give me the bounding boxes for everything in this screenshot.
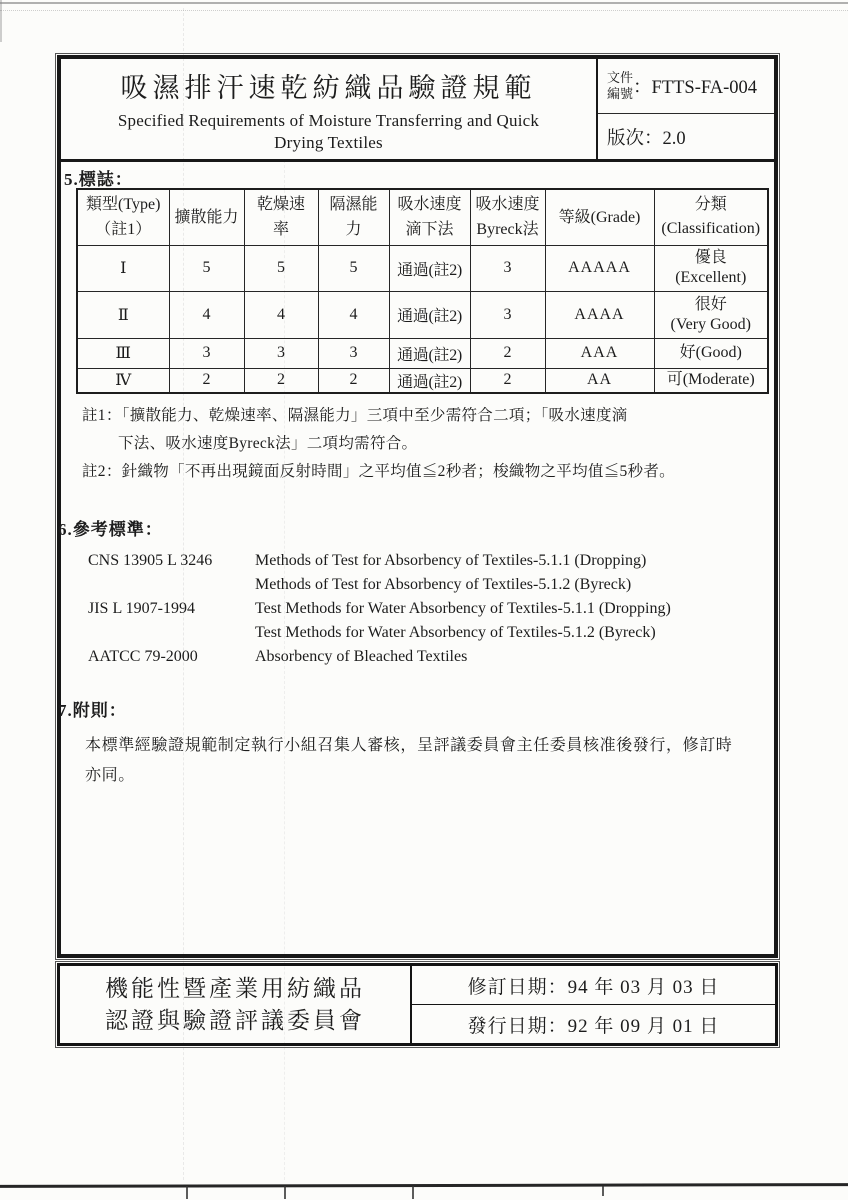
document-title-en-line: Drying Textiles: [274, 133, 383, 152]
scan-artifact-dotted-line: [0, 10, 848, 11]
document-title-en: [118, 110, 539, 154]
document-number-label-line: 文件: [607, 70, 634, 85]
reference-description: Methods of Test for Absorbency of Textiles-5.1.2 (Byreck): [255, 576, 632, 593]
section5-heading: 5.標誌：: [64, 170, 133, 189]
col-header-classification: 分類 (Classification): [654, 189, 768, 245]
revised-date: 修訂日期：94 年 03 月 03 日: [412, 966, 775, 1005]
cell-classification: 優良 (Excellent): [654, 245, 768, 291]
section7-body-line: 亦同。: [85, 767, 135, 784]
note-1-line-2: 下法、吸水速度Byreck法」二項均需符合。: [118, 435, 418, 452]
cell-grade: AA: [545, 368, 654, 393]
table-row-type-4: [77, 368, 768, 393]
document-number-value: [633, 73, 757, 99]
cell-byreck: 3: [470, 291, 545, 338]
cell-grade: AAAA: [545, 291, 654, 338]
cell-classification: 可(Moderate): [654, 368, 768, 393]
col-header-type: 類型(Type) （註1）: [77, 189, 169, 245]
table-row-type-2: [77, 291, 768, 338]
document-number-row: [598, 59, 774, 114]
cell-grade: AAAAA: [545, 245, 654, 291]
cell-grade: AAA: [545, 338, 654, 368]
cell-drying: 5: [244, 245, 318, 291]
document-header: [61, 59, 774, 162]
document-title-en-line: Specified Requirements of Moisture Transferring and Quick: [117, 111, 540, 130]
scan-artifact-bottom-edge: [0, 1183, 848, 1188]
cell-type: Ⅲ: [77, 338, 169, 368]
section7-body-line: 本標準經驗證規範制定執行小組召集人審核，呈評議委員會主任委員核准後發行，修訂時: [85, 737, 733, 754]
scan-artifact-tick: [284, 1186, 286, 1199]
col-header-spreading: 擴散能力: [169, 189, 244, 245]
reference-line: [88, 645, 671, 669]
cell-dropping: 通過(註2): [389, 368, 470, 393]
cell-classification: 很好 (Very Good): [654, 291, 768, 338]
table-header-row: [77, 189, 768, 245]
scan-artifact-tick: [186, 1186, 188, 1199]
committee-name-cell: [60, 966, 410, 1043]
document-number-label-line: 編號: [607, 86, 634, 101]
cell-byreck: 3: [470, 245, 545, 291]
cell-classification: 好(Good): [654, 338, 768, 368]
colon: ：: [633, 78, 652, 98]
col-header-byreck: 吸水速度 Byreck法: [470, 189, 545, 245]
cell-dropping: 通過(註2): [389, 245, 470, 291]
reference-line: [88, 621, 671, 645]
issued-date: 發行日期：92 年 09 月 01 日: [467, 1015, 720, 1037]
scan-artifact-tick: [602, 1186, 604, 1196]
cell-spreading: 2: [169, 368, 244, 393]
cell-dropping: 通過(註2): [389, 338, 470, 368]
cell-type: Ⅱ: [77, 291, 169, 338]
cell-barrier: 3: [318, 338, 389, 368]
document-number-label: [607, 70, 633, 102]
table-row-type-1: [77, 245, 768, 291]
document-number: FTTS-FA-004: [651, 78, 758, 98]
header-title-cell: [61, 59, 596, 159]
col-header-dropping: 吸水速度 滴下法: [389, 189, 470, 245]
reference-code: AATCC 79-2000: [88, 648, 198, 665]
reference-description: Test Methods for Water Absorbency of Textiles-5.1.1 (Dropping): [255, 600, 671, 617]
cell-barrier: 5: [318, 245, 389, 291]
reference-code: CNS 13905 L 3246: [88, 552, 213, 569]
dates-cell: [410, 966, 775, 1043]
reference-line: [88, 573, 671, 597]
cell-drying: 3: [244, 338, 318, 368]
reference-description: Methods of Test for Absorbency of Textiles-5.1.1 (Dropping): [255, 552, 647, 569]
col-header-barrier: 隔濕能 力: [318, 189, 389, 245]
scan-artifact-top-edge: [0, 2, 848, 4]
reference-description: Absorbency of Bleached Textiles: [255, 648, 468, 665]
cell-drying: 4: [244, 291, 318, 338]
cell-barrier: 2: [318, 368, 389, 393]
committee-name-line: 認證與驗證評議委員會: [105, 1007, 365, 1033]
version-row: 版次：2.0: [607, 128, 686, 149]
document-title-zh: 吸濕排汗速乾紡織品驗證規範: [120, 73, 537, 103]
cell-type: Ⅳ: [77, 368, 169, 393]
cell-dropping: 通過(註2): [389, 291, 470, 338]
cell-spreading: 4: [169, 291, 244, 338]
cell-byreck: 2: [470, 338, 545, 368]
header-meta-cell: [596, 59, 774, 159]
cell-spreading: 5: [169, 245, 244, 291]
table-row-type-3: [77, 338, 768, 368]
reference-code: JIS L 1907-1994: [88, 600, 195, 617]
section7-heading: 7.附則：: [58, 701, 127, 720]
cell-spreading: 3: [169, 338, 244, 368]
grading-table: [76, 188, 769, 394]
scan-artifact-page-edge: [0, 0, 2, 42]
committee-name-line: 機能性暨產業用紡織品: [105, 975, 365, 1001]
reference-line: [88, 549, 671, 573]
col-header-grade: 等級(Grade): [545, 189, 654, 245]
cell-type: Ⅰ: [77, 245, 169, 291]
cell-barrier: 4: [318, 291, 389, 338]
section7-body: [85, 731, 732, 791]
col-header-drying: 乾燥速 率: [244, 189, 318, 245]
scan-artifact-tick: [412, 1186, 414, 1199]
reference-line: [88, 597, 671, 621]
section6-heading: 6.參考標準：: [58, 520, 163, 539]
note-2: 註2：針織物「不再出現鏡面反射時間」之平均值≦2秒者；梭織物之平均值≦5秒者。: [82, 463, 675, 480]
footer-box: [57, 963, 778, 1046]
reference-description: Test Methods for Water Absorbency of Textiles-5.1.2 (Byreck): [255, 624, 656, 641]
reference-standards-list: [88, 549, 671, 669]
cell-drying: 2: [244, 368, 318, 393]
note-1-line-1: 註1：「擴散能力、乾燥速率、隔濕能力」三項中至少需符合二項；「吸水速度滴: [82, 407, 628, 424]
cell-byreck: 2: [470, 368, 545, 393]
